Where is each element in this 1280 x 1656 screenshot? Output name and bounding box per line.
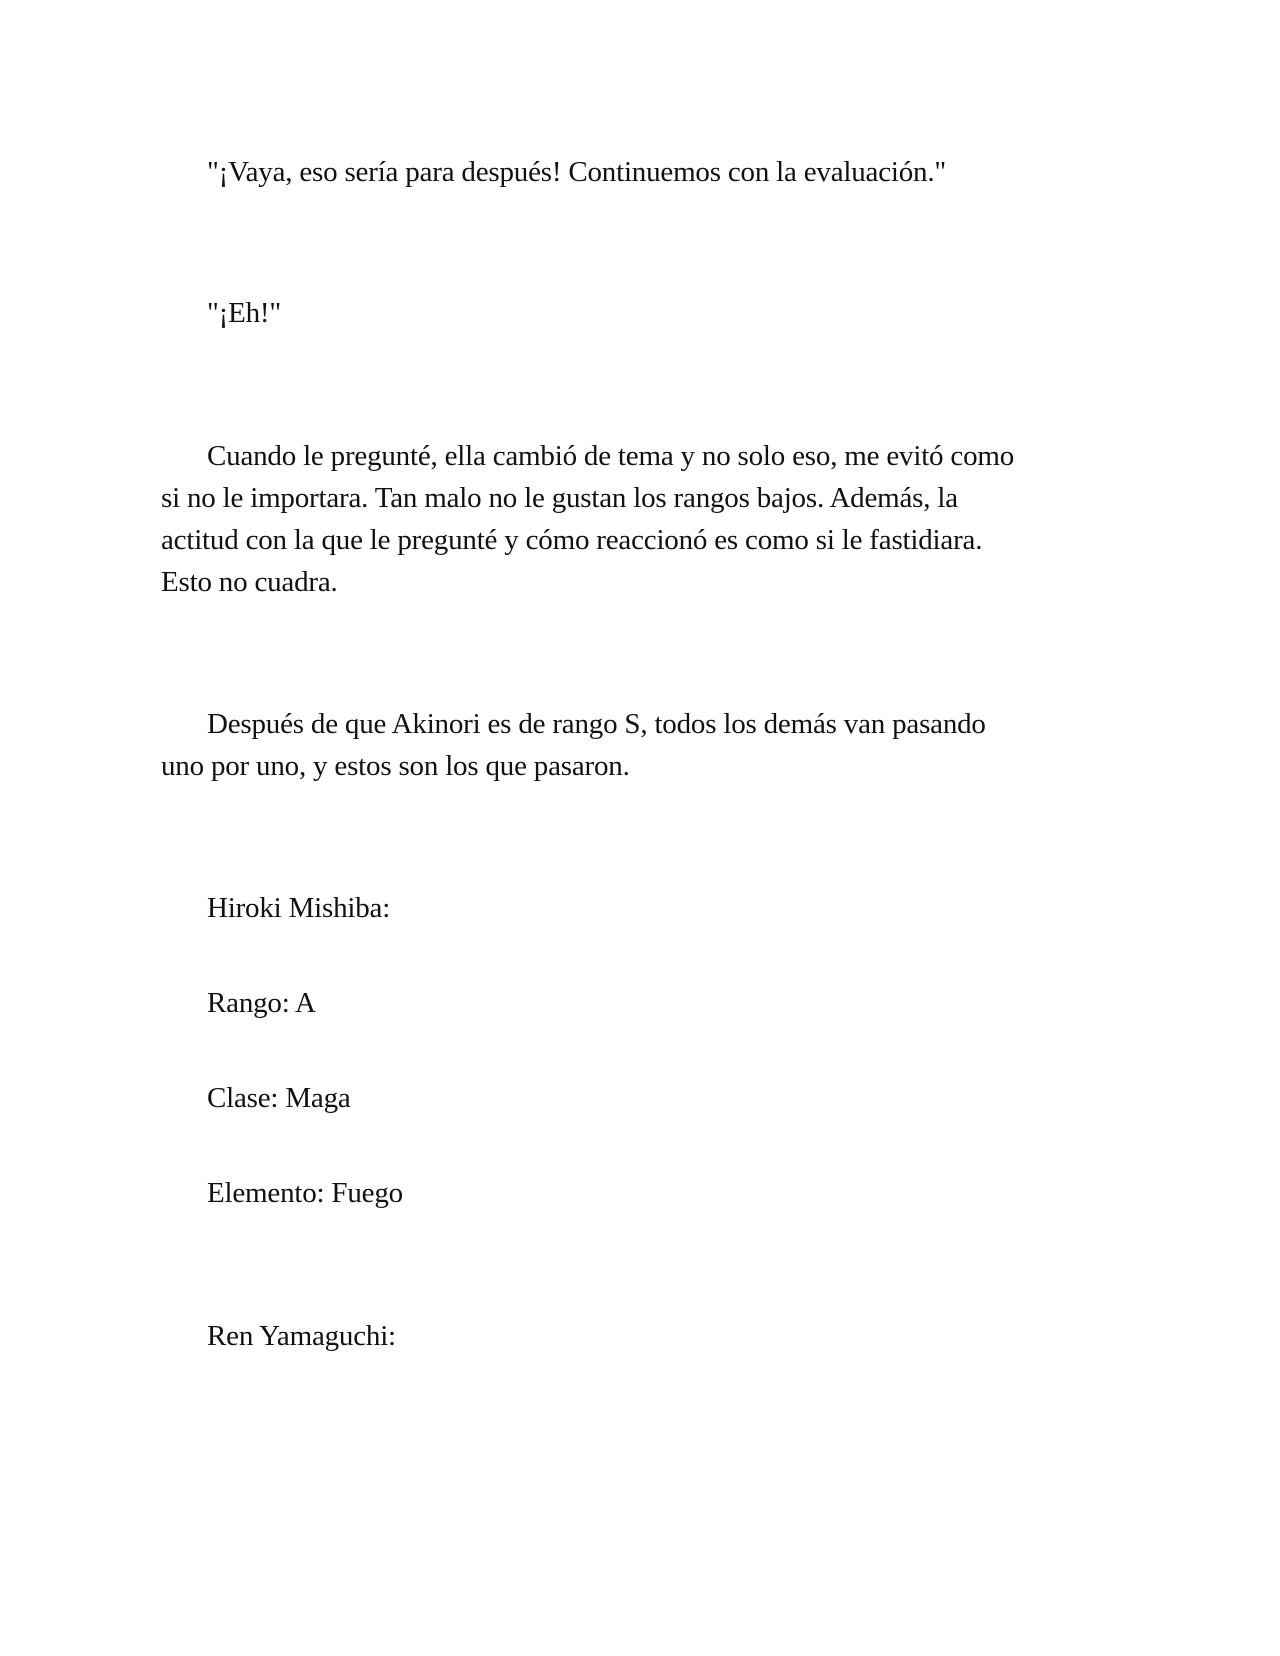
- paragraph-line: Esto no cuadra.: [161, 566, 338, 598]
- paragraph-line: actitud con la que le pregunté y cómo reaccionó es como si le fastidiara.: [161, 524, 983, 556]
- character-name: Ren Yamaguchi:: [207, 1320, 396, 1352]
- character-class: Clase: Maga: [207, 1082, 351, 1114]
- paragraph-line: Cuando le pregunté, ella cambió de tema y no solo eso, me evitó como: [207, 440, 1015, 472]
- character-rank: Rango: A: [207, 987, 316, 1019]
- character-element: Elemento: Fuego: [207, 1177, 403, 1209]
- character-name: Hiroki Mishiba:: [207, 892, 391, 924]
- dialogue-line-vaya: "¡Vaya, eso sería para después! Continuemos con la evaluación.": [207, 156, 947, 188]
- paragraph-line: uno por uno, y estos son los que pasaron.: [161, 750, 630, 782]
- paragraph-line: Después de que Akinori es de rango S, todos los demás van pasando: [207, 708, 986, 740]
- dialogue-line-eh: "¡Eh!": [207, 297, 282, 329]
- paragraph-line: si no le importara. Tan malo no le gustan los rangos bajos. Además, la: [161, 482, 958, 514]
